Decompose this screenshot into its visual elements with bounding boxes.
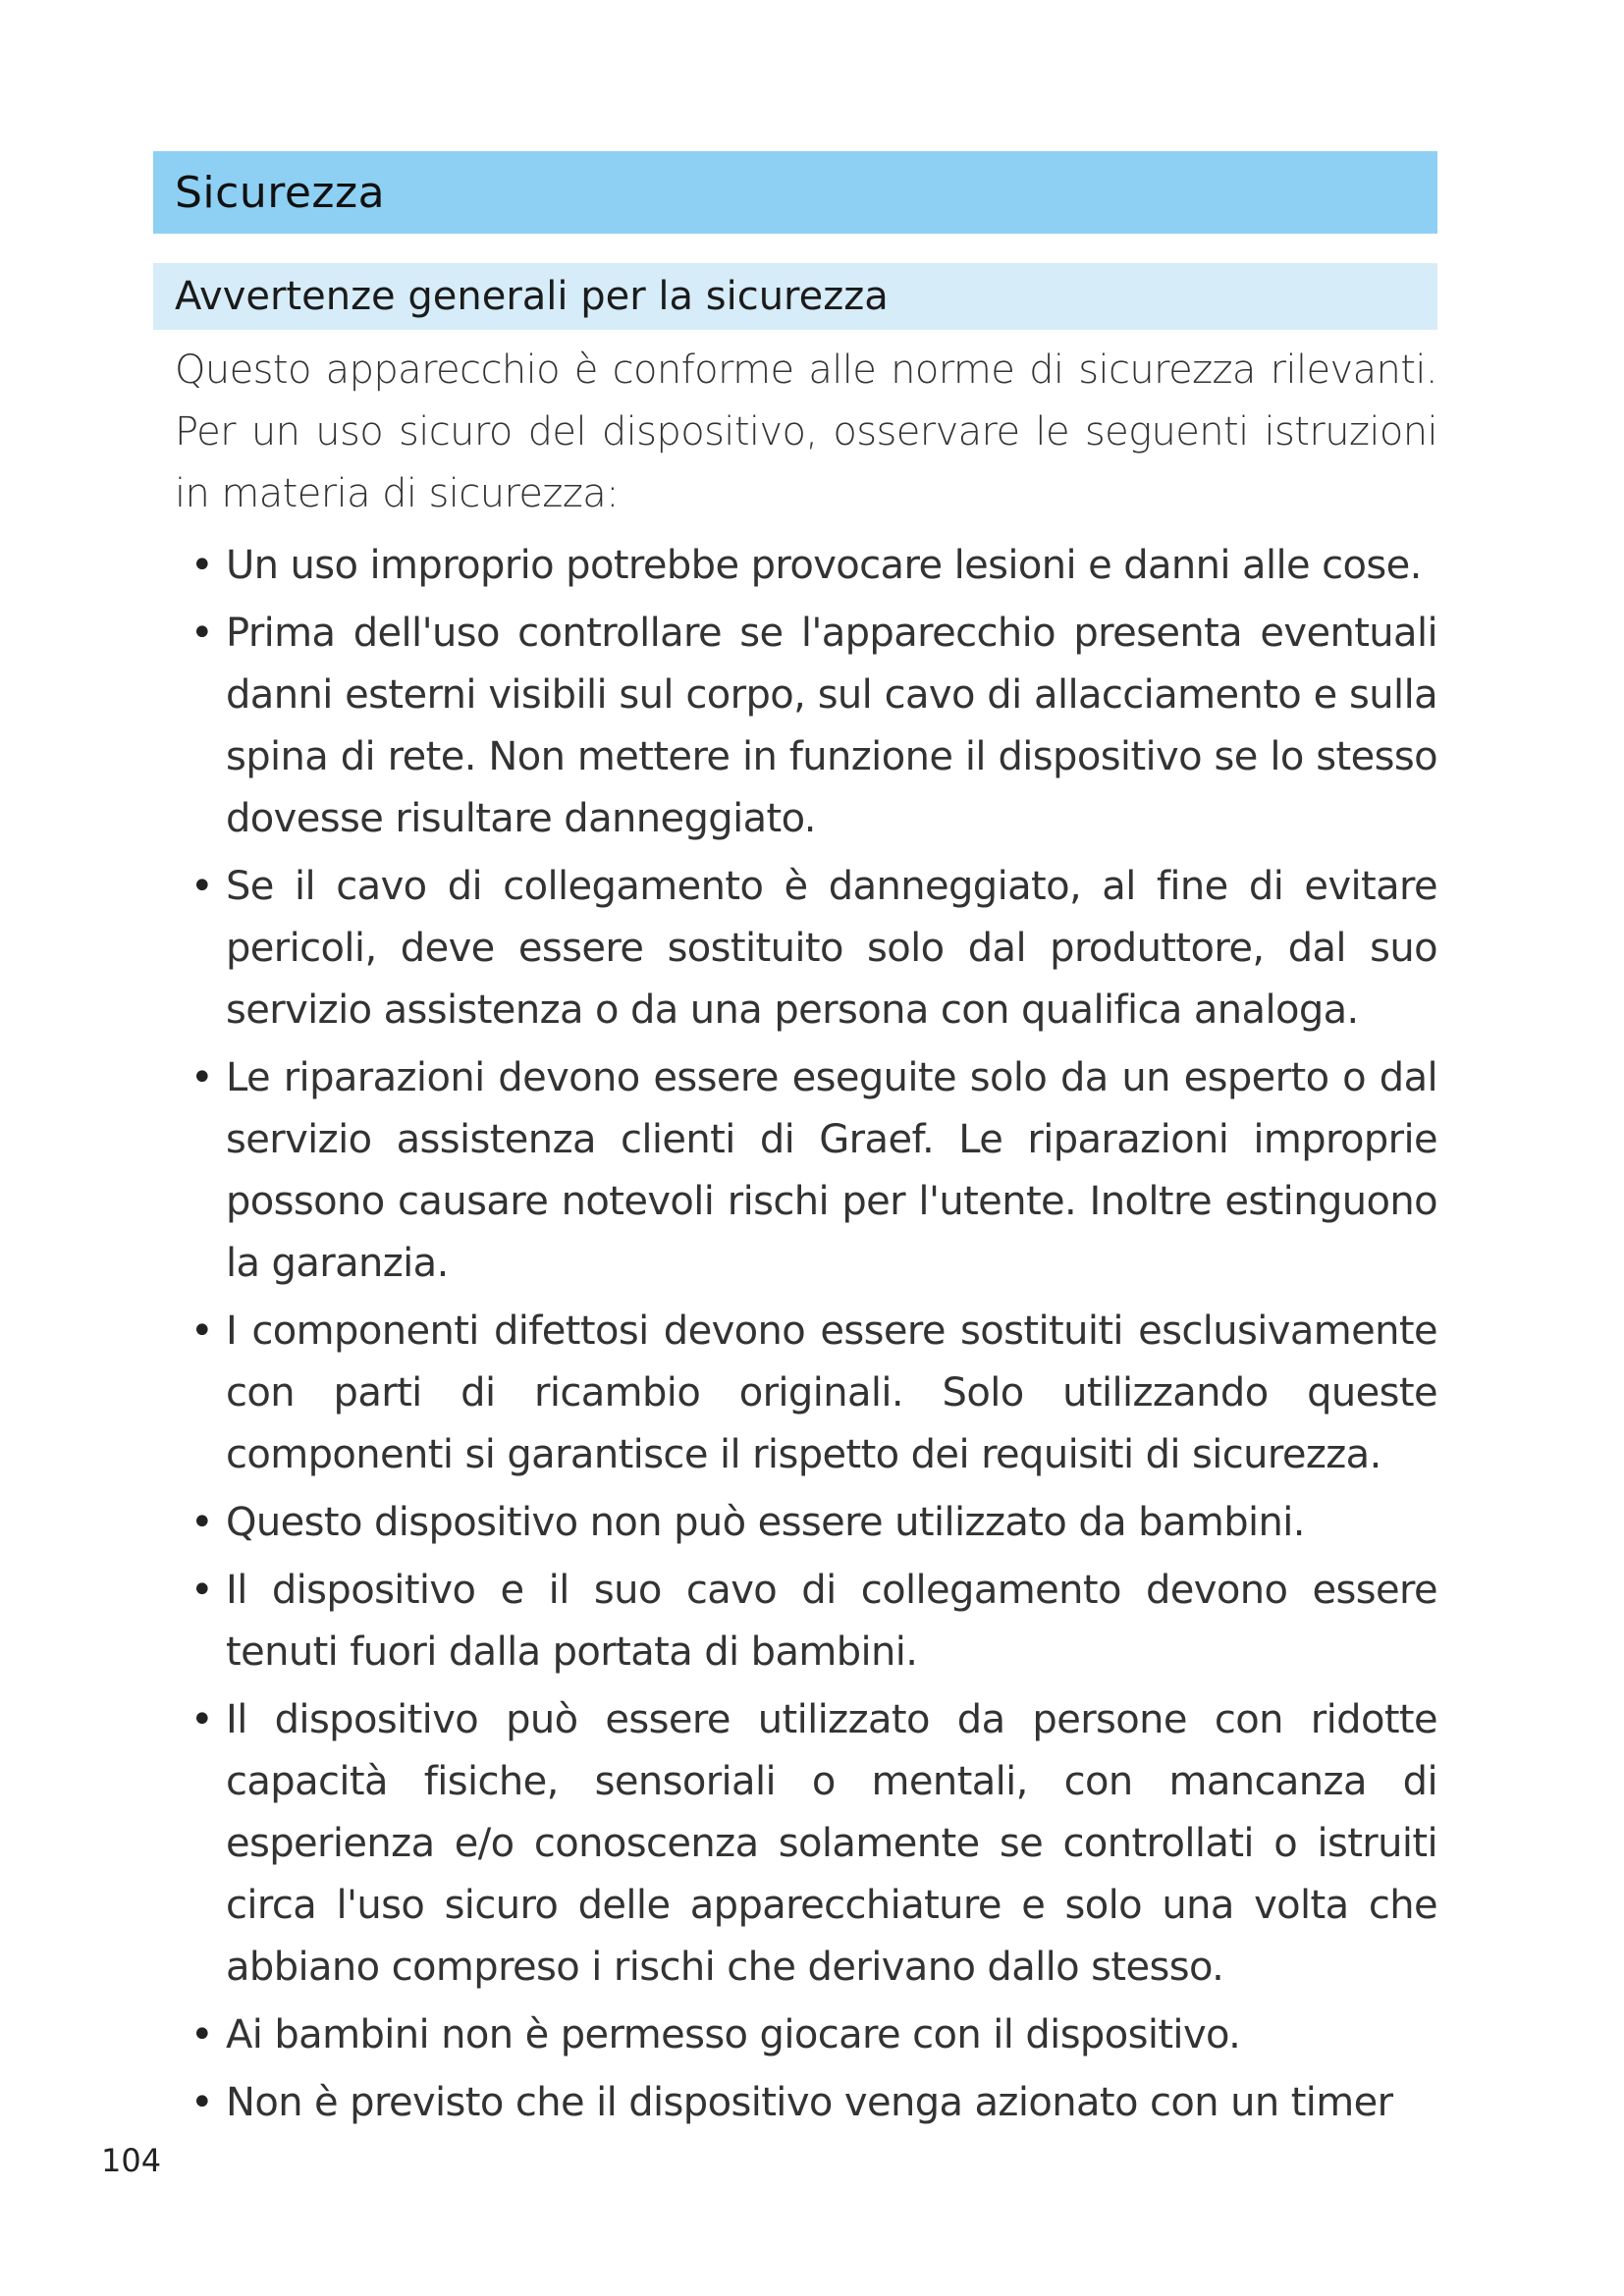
bullet-item [153, 1492, 1437, 1554]
bullet-item [153, 2072, 1437, 2134]
bullet-item [153, 1047, 1437, 1295]
bullet-item [153, 603, 1437, 850]
bullet-text: Un uso improprio potrebbe provocare lesioni e danni alle cose. [226, 543, 1422, 588]
safety-bullet-list [153, 535, 1437, 2134]
bullet-item [153, 1689, 1437, 1999]
bullet-text: Se il cavo di collegamento è danneggiato, al fine di evitare pericoli, deve essere sostituito solo dal produttore, dal suo servizio assistenza o da una persona con qualifica analoga. [226, 864, 1437, 1033]
bullet-icon: • [190, 1568, 213, 1613]
bullet-icon: • [190, 864, 213, 909]
bullet-text: I componenti difettosi devono essere sostituiti esclusivamente con parti di ricambio originali. Solo utilizzando queste componenti si garantisce il rispetto dei requisiti di sicurezza. [226, 1308, 1437, 1477]
subsection-header-bar [153, 263, 1437, 330]
bullet-item [153, 2004, 1437, 2066]
intro-paragraph: Questo apparecchio è conforme alle norme di sicurezza rilevanti. Per un uso sicuro del dispositivo, osservare le seguenti istruzioni in materia di sicurezza: [175, 347, 1437, 516]
page-number: 104 [101, 2142, 162, 2179]
bullet-icon: • [190, 1697, 213, 1742]
bullet-item [153, 856, 1437, 1041]
bullet-text: Prima dell'uso controllare se l'apparecchio presenta eventuali danni esterni visibili sul corpo, sul cavo di allacciamento e sulla spina di rete. Non mettere in funzione il dispositivo se lo stesso dovesse risultare danneggiato. [226, 611, 1437, 841]
bullet-icon: • [190, 1500, 213, 1545]
bullet-icon: • [190, 1055, 213, 1100]
bullet-icon: • [190, 2080, 213, 2125]
bullet-icon: • [190, 611, 213, 656]
bullet-icon: • [190, 2012, 213, 2057]
section-header-bar [153, 151, 1437, 234]
bullet-text: Non è previsto che il dispositivo venga azionato con un timer [226, 2080, 1393, 2125]
bullet-item [153, 1560, 1437, 1683]
bullet-text: Il dispositivo e il suo cavo di collegamento devono essere tenuti fuori dalla portata di bambini. [226, 1568, 1437, 1675]
bullet-icon: • [190, 543, 213, 588]
bullet-item [153, 1301, 1437, 1486]
bullet-icon: • [190, 1308, 213, 1354]
page-content [153, 151, 1437, 2140]
section-title: Sicurezza [175, 167, 386, 218]
bullet-text: Questo dispositivo non può essere utilizzato da bambini. [226, 1500, 1305, 1545]
subsection-title: Avvertenze generali per la sicurezza [175, 274, 889, 319]
bullet-text: Il dispositivo può essere utilizzato da persone con ridotte capacità fisiche, sensoriali o mentali, con mancanza di esperienza e/o conoscenza solamente se controllati o istruiti circa l'uso sicuro delle apparecchiature e solo una volta che abbiano compreso i rischi che derivano dallo stesso. [226, 1697, 1437, 1990]
bullet-item [153, 535, 1437, 597]
bullet-text: Ai bambini non è permesso giocare con il dispositivo. [226, 2012, 1241, 2057]
bullet-text: Le riparazioni devono essere eseguite solo da un esperto o dal servizio assistenza clienti di Graef. Le riparazioni improprie possono causare notevoli rischi per l'utente. Inoltre estinguono la garanzia. [226, 1055, 1437, 1286]
